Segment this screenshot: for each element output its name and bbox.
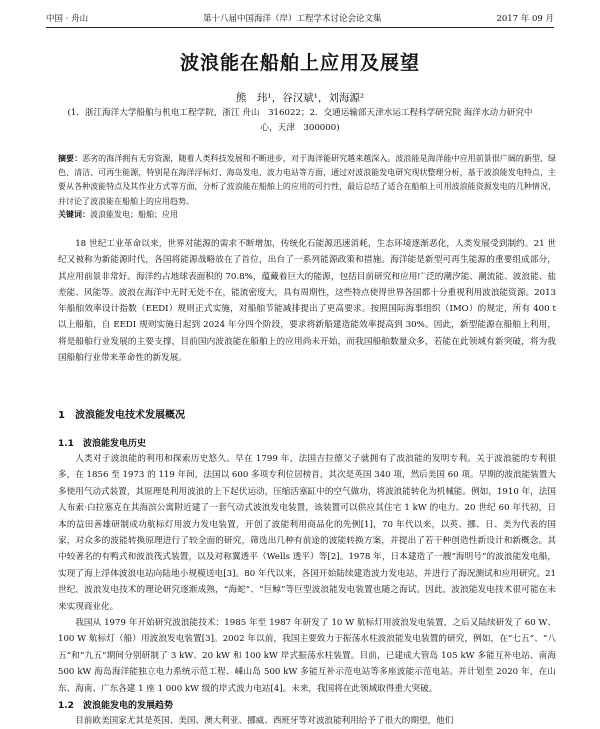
section-1-1-heading: 1.1 波浪能发电历史 (58, 439, 146, 449)
header-date: 2017 年 09 月 (496, 14, 554, 24)
abstract-text: 恶劣的海洋拥有无穷资源，随着人类科技发展和不断进步，对于海洋能研究越来越深入。波浪能是海洋能中应用前景很广阔的新型、绿色、清洁、可再生能源，特别是在海洋浮标灯、海岛发电、波力电站等方面，通过对波浪能发电研究现状整理分析，基于波浪能发电特点，主要从各种波能特点及其作业方式等方面，分析了波浪能在船舶上的应用的可行性，最后总结了适合在船舶上可用波浪能资源发电的几种情况，并讨论了波浪能在船舶上的应用趋势。 (58, 154, 557, 206)
section-1-2-heading: 1.2 波浪能发电的发展趋势 (58, 701, 173, 711)
intro-paragraph: 18 世纪工业革命以来，世界对能源的需求不断增加，传统化石能源迅速消耗，生态环境逐渐恶化，人类发展受到制约。21 世纪又被称为新能源时代，各国将能源战略放在了首位，出台了一系列能源政策和措施。海洋能是新型可再生能源的重要组成部分，其应用前景非常好。海洋约占地球表面积的 70.8%，蕴藏着巨大的能源，包括目前研究和应用广泛的潮汐能、潮流能、波浪能、盐差能、风能等。波浪在海洋中无时无处不在，能流密度大，具有周期性，这些特点使得世界各国都十分重视利用波浪能资源。2013 年船舶效率设计指数（EEDI）规则正式实施，对船舶节能减排提出了更高要求。按照国际海事组织（IMO）的规定，所有 400 t 以上船舶，自 EEDI 规则实施日起到 2024 年分四个阶段，要求将新船建造能效率提高到 30%。因此，新型能源在船舶上利用，将是船舶行业发展的主要支撑，目前国内波浪能在船舶上的应用尚未开始，而我国船舶数量众多，若能在此领域有新突破，将为我国船舶行业带来革命性的新发展。 (58, 239, 556, 364)
section-1-heading: 1 波浪能发电技术发展概况 (58, 410, 185, 421)
header-proceedings-title: 第十八届中国海洋（岸）工程学术讨论会论文集 (203, 14, 382, 24)
abstract-label: 摘要： (58, 154, 83, 163)
section-1-2-paragraph: 目前欧美国家尤其是英国、美国、澳大利亚、挪威、西班牙等对波浪能利用给予了很大的期望，他们 (75, 716, 454, 726)
running-header (46, 10, 554, 28)
paper-affiliation: (1．浙江海洋大学船舶与机电工程学院，浙江 舟山 316022；2．交通运输部天津水运工程科学研究院 海洋水动力研究中心，天津 300000) (67, 108, 533, 133)
section-1-1-paragraph: 我国从 1979 年开始研究波浪能技术：1985 年至 1987 年研发了 10 W 航标灯用波浪发电装置，之后又陆续研发了 60 W、100 W 航标灯（船）用波浪发电装置[3]。2002 年以前，我国主要致力于振荡水柱波浪能发电装置的研究，例如，在“七五”、“八五”和“九五”期间分别研制了 3 kW、20 kW 和 100 kW 岸式振荡水柱装置。目前，已建成大管岛 105 kW 多能互补电站、南海 500 kW 海岛海洋能独立电力系统示范工程、嵊山岛 500 kW 多能互补示范电站等多座波能示范电站。并计划至 2020 年，在山东、海南、广东各建 1 座 1 000 kW 级的岸式波力电站[4]。未来，我国将在此领域取得重大突破。 (58, 618, 556, 694)
introduction (58, 236, 556, 366)
header-location: 中国 · 舟山 (46, 14, 89, 24)
section-1-1-paragraph: 人类对于波浪能的利用和探索历史悠久。早在 1799 年，法国吉拉德父子就拥有了波浪能的发明专利。关于波浪能的专利很多，在 1856 至 1973 的 119 年间，法国以 600 多项专利位居榜首，其次是英国 340 项，然后美国 60 项。早期的波浪能装置大多使用气动式装置，其原理是利用波浪的上下起伏运动，压缩活塞缸中的空气做功，将波浪能转化为机械能。例如，1910 年，法国人布索·白拉塞克在其海滨公寓附近建了一套气动式波浪发电装置，该装置可以供应其住宅 1 kW 的电力。20 世纪 60 年代初，日本的益田善雄研制成功航标灯用波力发电装置，开创了波能利用商品化的先例[1]，70 年代以来，以英、挪、日、美为代表的国家，对众多的波能转换原理进行了较全面的研究，筛选出几种有前途的波能转换方案，并提出了若干种创造性新设计和新概念。其中较著名的有鸭式和波浪筏式装置，以及对称翼透平（Wells 透平）等[2]。1978 年，日本建造了一艘“海明号”的波浪能发电船，实现了海上浮体波浪电站向陆地小规模送电[3]。80 年代以来，各国开始陆续建造波力发电站，并进行了海况测试和应用研究。21 世纪，波浪发电技术的理论研究逐渐成熟，“海蛇”、“巨鲸”等巨型波浪能发电装置也随之海试。因此，波浪能发电技术很可能在未来实现商业化。 (58, 454, 556, 612)
section-1-1-body (58, 451, 556, 697)
paper-title: 波浪能在船舶上应用及展望 (179, 52, 420, 74)
paper-authors: 熊 玮¹，谷汉斌¹，刘海源² (235, 92, 365, 104)
keywords-label: 关键词： (58, 210, 90, 219)
keywords (58, 209, 556, 220)
keywords-text: 波浪能发电；船舶；应用 (90, 210, 178, 219)
abstract (58, 152, 556, 209)
